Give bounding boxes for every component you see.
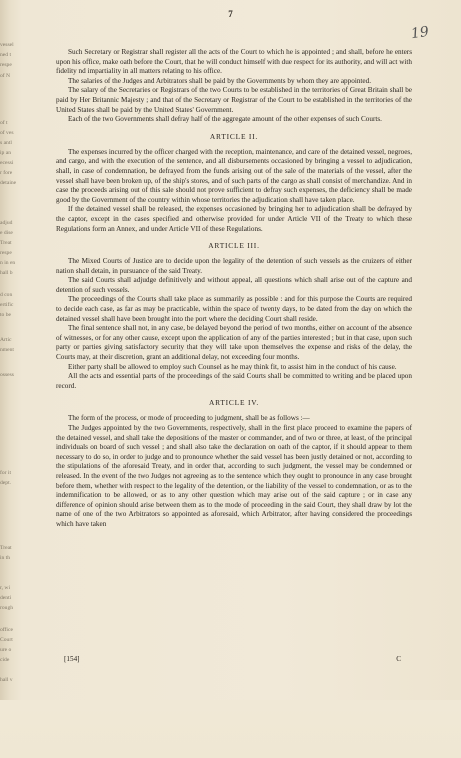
paragraph: The Mixed Courts of Justice are to decide upon the legality of the detention of such vessels as the cruizers of either nation shall detain, in pursuance of the said Treaty. — [56, 257, 412, 275]
edge-fragment: hall b — [0, 270, 13, 276]
edge-fragment: ned t — [0, 52, 12, 58]
edge-fragment: denti — [0, 595, 12, 601]
paragraph: The final sentence shall not, in any case, be delayed beyond the period of two months, either on account of the absence of witnesses, or for any other cause, except upon the application of any of the parties interested ; but in that case, upon such party or parties giving satisfactory security that they will take upon themselves the expense and risks of the delay, the Courts may, at their discretion, grant an additional delay, not exceeding four months. — [56, 324, 412, 362]
edge-fragment: hall v — [0, 677, 13, 683]
edge-fragment: to be — [0, 312, 12, 318]
paragraph: If the detained vessel shall be released, the expenses occasioned by bringing her to adjudication shall be defrayed by the captor, except in the cases specified and otherwise provided for under Article VII of the Treaty to which these Regulations form an Annex, and under Article VII of these Regulations. — [56, 205, 412, 233]
intro-section — [56, 48, 412, 125]
paragraph: The proceedings of the Courts shall take place as summarily as possible : and for this purpose the Courts are required to decide each case, as far as may be practicable, within the space of twenty days, to be dated from the day on which the detained vessel shall have been brought into the port where the deciding Court shall reside. — [56, 295, 412, 323]
paragraph: The said Courts shall adjudge definitively and without appeal, all questions which shall arise out of the capture and detention of such vessels. — [56, 276, 412, 294]
page-footer — [64, 655, 401, 663]
edge-fragment: r fore — [0, 170, 13, 176]
page-number: 7 — [228, 9, 233, 19]
article-2-heading: ARTICLE II. — [209, 131, 259, 141]
edge-fragment: of t — [0, 120, 8, 126]
paragraph: Either party shall be allowed to employ such Counsel as he may think fit, to assist him in the conduct of his cause. — [68, 362, 397, 371]
edge-fragment: office — [0, 627, 13, 633]
edge-fragment: d con — [0, 292, 13, 298]
paragraph: The Judges appointed by the two Governments, respectively, shall in the first place proceed to examine the papers of the detained vessel, and shall take the depositions of the master or commander, and of two or three, at least, of the principal individuals on board of such vessel ; and shall also take the declaration on oath of the captor, if it should appear to them necessary to do so, in order to judge and to pronounce whether the said vessel has been justly detained or not, according to the stipulations of the aforesaid Treaty, and in order that, according to such judgment, the vessel may be condemned or released. In the event of the two Judges not agreeing as to the sentence which they ought to pronounce in any case brought before them, whether with respect to the legality of the detention, or the liability of the vessel to condemnation, or as to the indemnification to be allowed, or as to any other question which may arise out of the said capture ; or in case any difference of opinion should arise between them as to the mode of proceeding in the said Court, they shall draw by lot the name of one of the two Arbitrators so appointed as aforesaid, which Arbitrator, after having considered the proceedings which have taken — [56, 424, 412, 528]
signature-mark: [154] — [64, 655, 80, 663]
article-2-section — [56, 148, 412, 234]
edge-fragment: Treat — [0, 240, 12, 246]
paragraph: Each of the two Governments shall defray half of the aggregate amount of the other expenses of such Courts. — [68, 115, 382, 124]
paragraph: All the acts and essential parts of the proceedings of the said Courts shall be committed to writing and be placed upon record. — [56, 372, 412, 390]
edge-fragment: e dise — [0, 230, 13, 236]
page-bottom-margin — [0, 700, 461, 758]
edge-fragment: n in en — [0, 260, 16, 266]
edge-fragment: cide — [0, 657, 10, 663]
paragraph: Such Secretary or Registrar shall register all the acts of the Court to which he is appointed ; and shall, before he enters upon his office, make oath before the Court, that he will conduct himself with due respect for its authority, and will act with fidelity nd impartiality in all matters relating to his office. — [56, 48, 412, 76]
edge-fragment: ure o — [0, 647, 12, 653]
edge-fragment: ossess — [0, 372, 14, 378]
document-body — [56, 48, 412, 530]
edge-fragment: ip an — [0, 150, 12, 156]
edge-fragment: rough — [0, 605, 14, 611]
edge-fragment: Court — [0, 637, 13, 643]
article-4-heading: ARTICLE IV. — [208, 398, 260, 408]
edge-fragment: respe — [0, 250, 12, 256]
gathering-letter: C — [396, 655, 401, 663]
edge-fragment: r, wi — [0, 585, 11, 591]
edge-fragment: ecessi — [0, 160, 14, 166]
adjacent-page-edge-text — [0, 0, 30, 700]
edge-fragment: ertific — [0, 302, 14, 308]
edge-fragment: detaine — [0, 180, 17, 186]
edge-fragment: respe — [0, 62, 12, 68]
edge-fragment: adjud — [0, 220, 13, 226]
edge-fragment: dept. — [0, 480, 12, 486]
edge-fragment: for it — [0, 470, 12, 476]
edge-fragment: vessel — [0, 42, 14, 48]
edge-fragment: nment — [0, 347, 14, 353]
edge-fragment: of N — [0, 73, 11, 79]
edge-fragment: in th — [0, 555, 11, 561]
edge-fragment: s antl — [0, 140, 12, 146]
edge-fragment: Treat — [0, 545, 12, 551]
paragraph: The salaries of the Judges and Arbitrators shall be paid by the Governments by whom they are appointed. — [68, 76, 371, 85]
article-3-heading: ARTICLE III. — [208, 241, 260, 251]
paragraph: The form of the process, or mode of proceeding to judgment, shall be as follows :— — [68, 414, 310, 423]
article-3-section — [56, 257, 412, 391]
paragraph: The expenses incurred by the officer charged with the reception, maintenance, and care of the detained vessel, negroes, and cargo, and with the execution of the sentence, and all disbursements occasioned by bringing a vessel to adjudication, shall, in case of condemnation, be defrayed from the funds arising out of the sale of the materials of the vessel, after the vessel shall have been broken up, of the ship's stores, and of such parts of the cargo as shall consist of merchandize. And in case the proceeds arising out of this sale should not prove sufficient to defray such expenses, the deficiency shall be made good by the Government of the country within whose territories the adjudication shall have taken place. — [56, 147, 412, 204]
article-4-section — [56, 414, 412, 529]
edge-fragment: Artic — [0, 337, 12, 343]
handwritten-page-number: 19 — [410, 23, 431, 43]
edge-fragment: of ves — [0, 130, 14, 136]
paragraph: The salary of the Secretaries or Registrars of the two Courts to be established in the territories of Great Britain shall be paid by Her Britannic Majesty ; and that of the Secretary or Registrar of the Court to be established in the territories of the United States shall be paid by the United States' Government. — [56, 86, 412, 114]
